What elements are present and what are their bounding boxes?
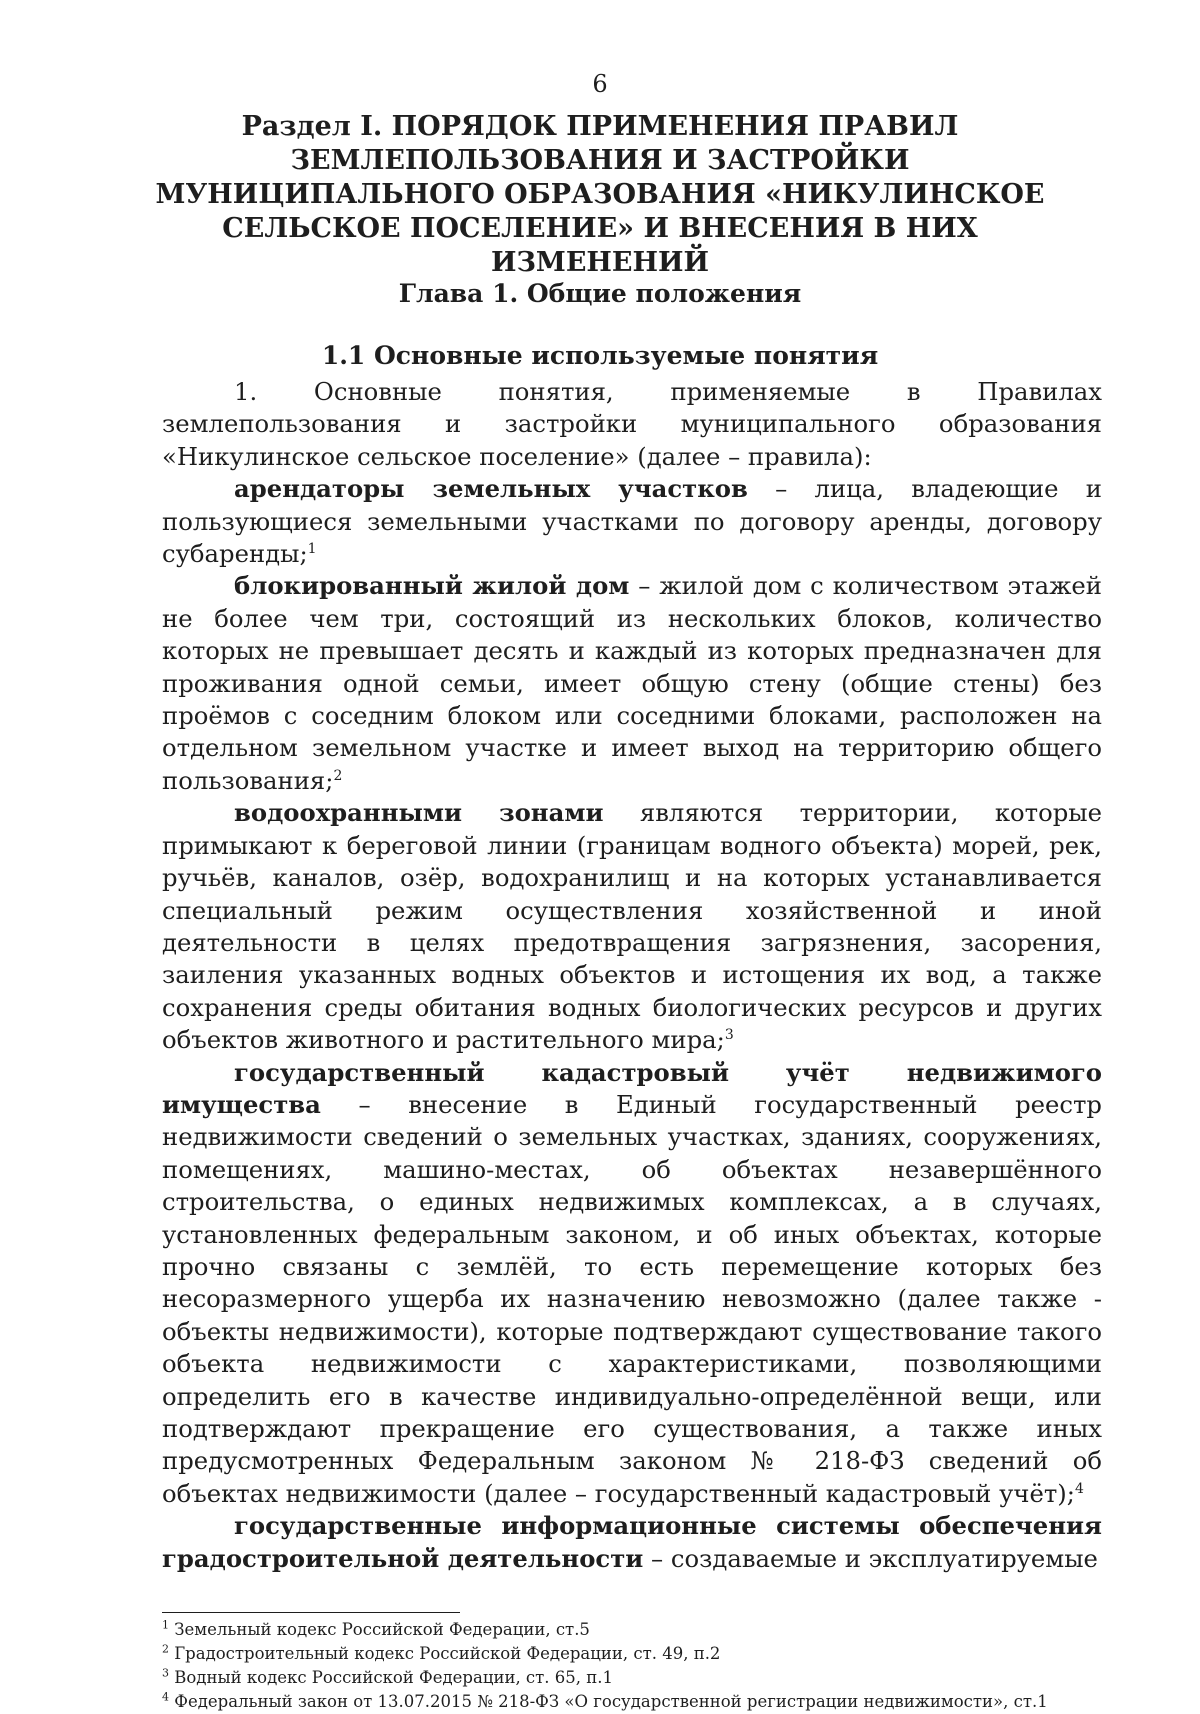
- footnote-text: Градостроительный кодекс Российской Федерации, ст. 49, п.2: [174, 1644, 721, 1663]
- definition-paragraph: [162, 570, 1102, 797]
- definition-paragraph: [162, 797, 1102, 1056]
- definition-text: – жилой дом с количеством этажей не более чем три, состоящий из нескольких блоков, количество которых не превышает десять и каждый из которых предназначен для проживания одной семьи, имеет общую стену (общие стены) без проёмов с соседним блоком или соседними блоками, расположен на отдельном земельном участке и имеет выход на территорию общего пользования;: [162, 571, 1103, 795]
- definition-term: арендаторы земельных участков: [234, 474, 748, 504]
- footnotes: [162, 1618, 1102, 1714]
- subsection-title: 1.1 Основные используемые понятия: [321, 341, 879, 370]
- section-title: Раздел I. ПОРЯДОК ПРИМЕНЕНИЯ ПРАВИЛ ЗЕМЛЕПОЛЬЗОВАНИЯ И ЗАСТРОЙКИ МУНИЦИПАЛЬНОГО ОБРАЗОВАНИЯ «НИКУЛИНСКОЕ СЕЛЬСКОЕ ПОСЕЛЕНИЕ» И ВНЕСЕНИЯ В НИХ ИЗМЕНЕНИЙ: [155, 111, 1045, 278]
- definition-text: – лица, владеющие и пользующиеся земельными участками по договору аренды, договору субаренды;: [162, 474, 1103, 569]
- definition-term: блокированный жилой дом: [234, 571, 630, 601]
- footnote-number: 4: [162, 1690, 169, 1704]
- definition-paragraph: [162, 1510, 1102, 1575]
- footnote-divider: [162, 1612, 460, 1613]
- definition-text: являются территории, которые примыкают к береговой линии (границам водного объекта) морей, рек, ручьёв, каналов, озёр, водохранилищ и на которых устанавливается специальный режим осуществления хозяйственной и иной деятельности в целях предотвращения загрязнения, засорения, заиления указанных водных объектов и истощения их вод, а также сохранения среды обитания водных биологических ресурсов и других объектов животного и растительного мира;: [162, 798, 1102, 1055]
- footnote-ref: 2: [333, 767, 343, 784]
- definition-text: – внесение в Единый государственный реестр недвижимости сведений о земельных участках, зданиях, сооружениях, помещениях, машино-местах, об объектах незавершённого строительства, о единых недвижимых комплексах, а в случаях, установленных федеральным законом, и об иных объектах, которые прочно связаны с землёй, то есть перемещение которых без несоразмерного ущерба их назначению невозможно (далее также - объекты недвижимости), которые подтверждают существование такого объекта недвижимости с характеристиками, позволяющими определить его в качестве индивидуально-определённой вещи, или подтверждают прекращение его существования, а также иных предусмотренных Федеральным законом № 218-ФЗ сведений об объектах недвижимости (далее – государственный кадастровый учёт);: [162, 1089, 1102, 1508]
- footnote-ref: 4: [1074, 1480, 1084, 1497]
- footnote: [162, 1618, 1102, 1642]
- definition-paragraph: [162, 473, 1102, 570]
- footnote-text: Водный кодекс Российской Федерации, ст. 65, п.1: [174, 1668, 614, 1687]
- footnote-number: 3: [162, 1666, 169, 1680]
- chapter-title: Глава 1. Общие положения: [398, 279, 802, 308]
- footnote: [162, 1642, 1102, 1666]
- footnote-ref: 3: [724, 1027, 734, 1044]
- definition-term: водоохранными зонами: [234, 798, 604, 828]
- footnote-number: 1: [162, 1618, 169, 1632]
- definition-paragraph: [162, 1057, 1102, 1511]
- page-number: 6: [592, 70, 608, 98]
- footnote-ref: 1: [307, 540, 317, 557]
- footnote-text: Земельный кодекс Российской Федерации, ст.5: [174, 1620, 590, 1639]
- document-body: [162, 376, 1102, 1575]
- footnote-text: Федеральный закон от 13.07.2015 № 218-ФЗ «О государственной регистрации недвижимости», ст.1: [174, 1692, 1048, 1711]
- intro-paragraph: 1. Основные понятия, применяемые в Правилах землепользования и застройки муниципального образования «Никулинское сельское поселение» (далее – правила):: [162, 377, 1102, 471]
- definition-term: государственный кадастровый учёт недвижимого имущества: [162, 1057, 1102, 1119]
- definition-text: – создаваемые и эксплуатируемые: [643, 1543, 1098, 1573]
- footnote-number: 2: [162, 1642, 169, 1656]
- footnote: [162, 1666, 1102, 1690]
- definition-term: государственные информационные системы обеспечения градостроительной деятельности: [162, 1511, 1102, 1573]
- footnote: [162, 1690, 1102, 1714]
